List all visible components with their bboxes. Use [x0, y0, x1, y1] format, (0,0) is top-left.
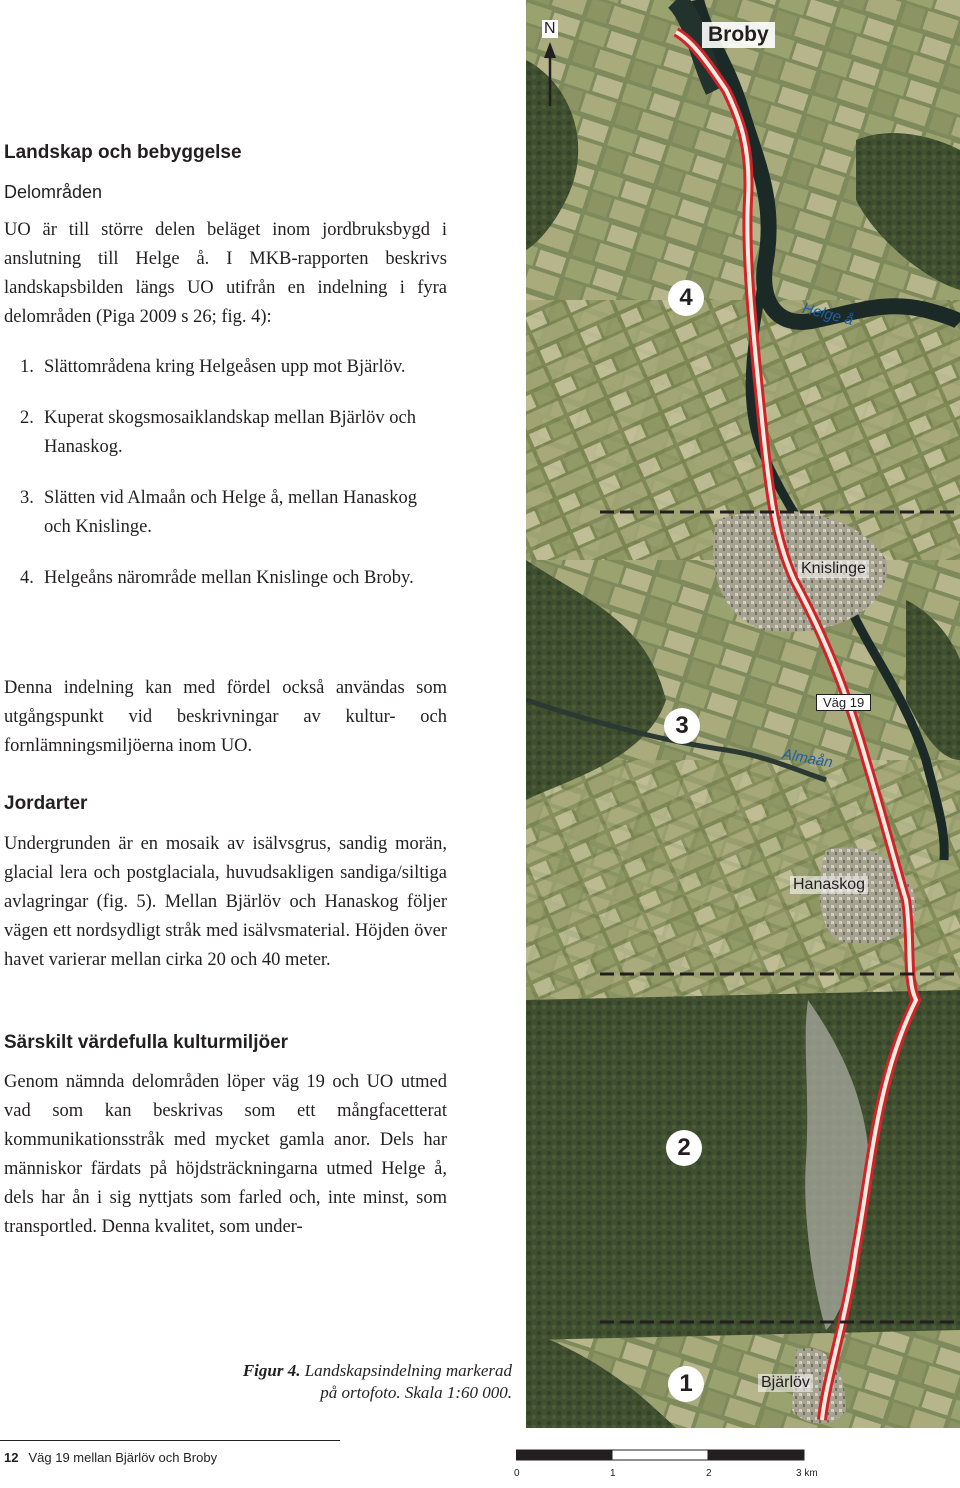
footer-title: Väg 19 mellan Bjärlöv och Broby: [28, 1450, 218, 1465]
orthophoto-map: [526, 0, 960, 1428]
intro-paragraph: UO är till större delen beläget inom jordbruksbygd i anslutning till Helge å. I MKB-rapporten beskrivs landskapsbilden längs UO utifrån en indelning i fyra delområden (Piga 2009 s 26; fig. 4):: [4, 220, 447, 327]
zone-text: Slätten vid Almaån och Helge å, mellan Hanaskog och Knislinge.: [44, 488, 417, 537]
page-number: 12: [4, 1450, 19, 1465]
figure-caption: [180, 1360, 512, 1404]
scale-bar: [516, 1448, 816, 1464]
road-label-vag-19: Väg 19: [816, 694, 871, 711]
north-label: N: [544, 20, 556, 37]
zone-item-1: [4, 353, 424, 382]
page-footer: [4, 1450, 217, 1465]
zone-number: 3.: [20, 488, 34, 508]
section-heading-soils: Jordarter: [4, 793, 88, 814]
zone-item-3: [4, 484, 424, 542]
section-heading-culture: Särskilt värdefulla kulturmiljöer: [4, 1032, 289, 1053]
zone-number: 1.: [20, 357, 34, 377]
culture-paragraph: Genom nämnda delområden löper väg 19 och UO utmed vad som kan beskrivas som ett mångfacetterat kommunikationsstråk med mycket gamla anor. Dels har människor färdats på höjdsträckningarna utmed Helge å, dels har ån i sig nyttjats som farled och, inte minst, som transportled. Denna kvalitet, som under-: [4, 1072, 447, 1237]
zone-marker-2: 2: [666, 1130, 702, 1166]
place-label-bjarlov: Bjärlöv: [758, 1374, 813, 1392]
zone-marker-3: 3: [664, 708, 700, 744]
river-label-helge-a: Helge å: [800, 299, 855, 330]
soils-paragraph: Undergrunden är en mosaik av isälvsgrus, sandig morän, glacial lera och postglaciala, huvudsakligen sandiga/siltiga avlagringar (fig. 5). Mellan Bjärlöv och Hanaskog följer vägen ett nordsydligt stråk med isälvsmaterial. Höjden över havet varierar mellan cirka 20 och 40 meter.: [4, 834, 447, 970]
subheading-subareas: Delområden: [4, 182, 103, 202]
place-label-hanaskog: Hanaskog: [790, 876, 868, 894]
zone-item-2: [4, 404, 424, 462]
place-label-knislinge: Knislinge: [798, 560, 869, 578]
footer-rule: [0, 1440, 340, 1441]
river-label-almaan: Almaån: [780, 745, 834, 772]
scale-tick-3: 3 km: [796, 1468, 818, 1479]
zone-list: [4, 353, 424, 615]
zone-marker-1: 1: [668, 1366, 704, 1402]
subareas-usage-paragraph: Denna indelning kan med fördel också användas som utgångspunkt vid beskrivningar av kultur- och fornlämningsmiljöerna inom UO.: [4, 678, 447, 756]
map-canvas: [526, 0, 960, 1428]
zone-number: 4.: [20, 568, 34, 588]
figure-caption-line1: Landskapsindelning markerad: [304, 1361, 512, 1380]
figure-label: Figur 4.: [242, 1361, 301, 1380]
place-label-broby: Broby: [702, 22, 775, 48]
figure-caption-line2: på ortofoto. Skala 1:60 000.: [320, 1383, 512, 1402]
zone-text: Slättområdena kring Helgeåsen upp mot Bjärlöv.: [44, 357, 406, 377]
scale-tick-0: 0: [514, 1468, 520, 1479]
zone-number: 2.: [20, 408, 34, 428]
section-heading-landscape: Landskap och bebyggelse: [4, 142, 242, 163]
zone-item-4: [4, 564, 424, 593]
scale-tick-2: 2: [706, 1468, 712, 1479]
zone-text: Helgeåns närområde mellan Knislinge och Broby.: [44, 568, 414, 588]
zone-marker-4: 4: [668, 280, 704, 316]
zone-text: Kuperat skogsmosaiklandskap mellan Bjärlöv och Hanaskog.: [44, 408, 416, 457]
scale-tick-1: 1: [610, 1468, 616, 1479]
